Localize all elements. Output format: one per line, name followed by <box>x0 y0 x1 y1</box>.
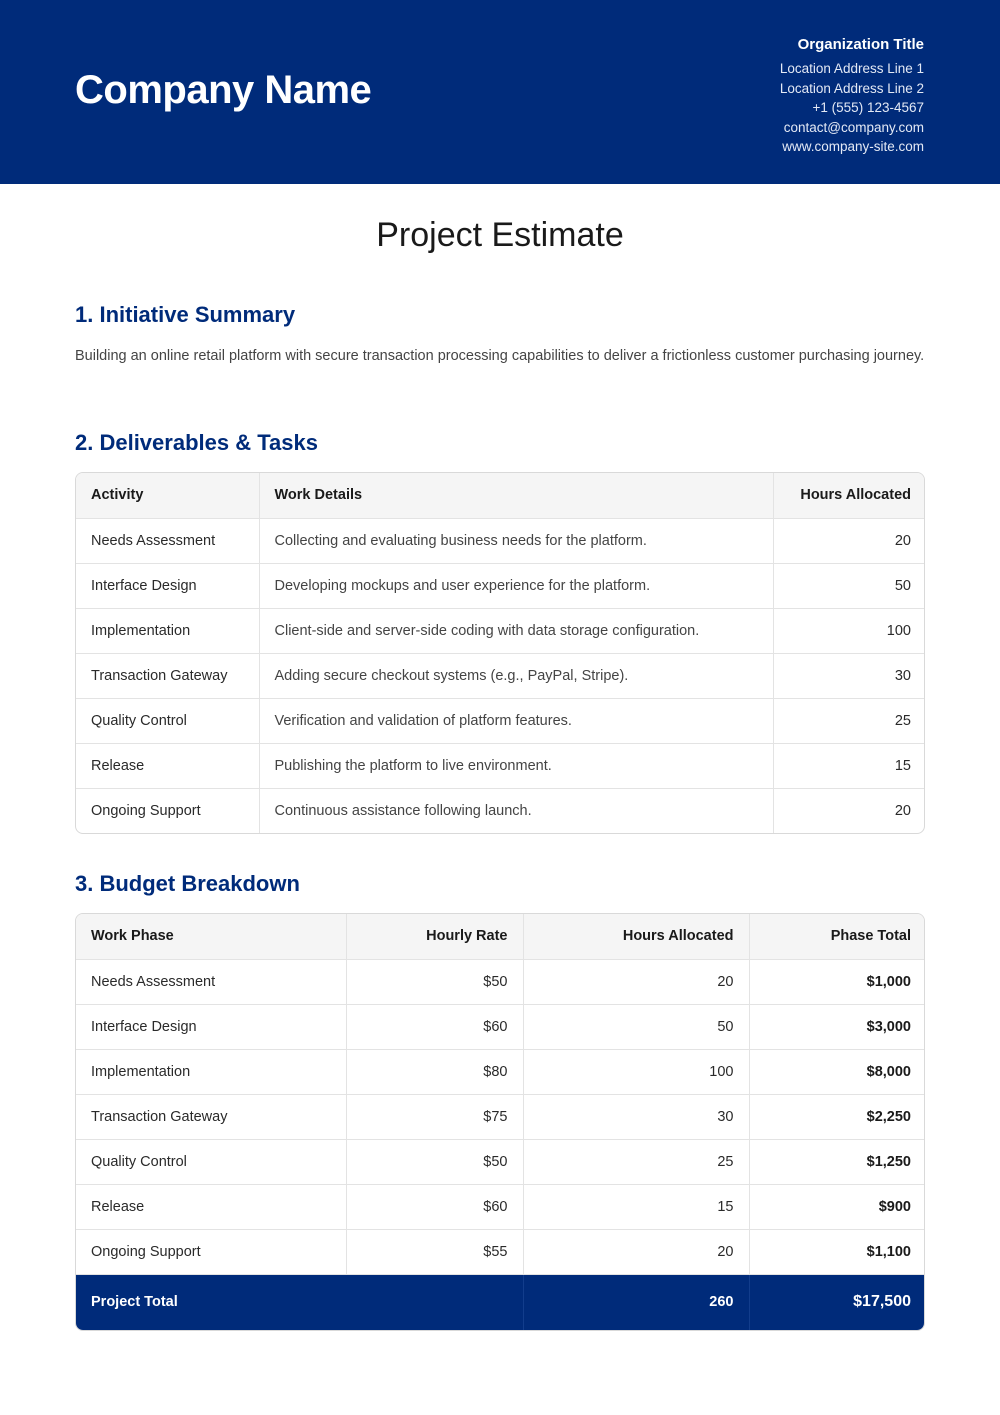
activity-cell: Release <box>76 743 259 788</box>
table-row <box>76 1229 925 1274</box>
hours-cell: 50 <box>523 1004 749 1049</box>
work-details-cell: Publishing the platform to live environment. <box>259 743 773 788</box>
work-details-cell: Developing mockups and user experience for the platform. <box>259 563 773 608</box>
hours-cell: 20 <box>894 802 911 819</box>
letterhead-banner <box>0 0 1000 184</box>
phase-cell: Transaction Gateway <box>76 1094 346 1139</box>
hours-cell: 30 <box>523 1094 749 1139</box>
hours-cell: 30 <box>773 653 925 698</box>
table-row <box>76 959 925 1004</box>
table-row <box>76 1049 925 1094</box>
hours-cell: 20 <box>523 959 749 1004</box>
table-row <box>76 743 925 788</box>
table-row <box>76 608 925 653</box>
hours-cell: 25 <box>773 698 925 743</box>
rate-cell: $50 <box>346 959 523 1004</box>
phase-total-cell: $1,250 <box>749 1139 925 1184</box>
project-total-row <box>76 1274 925 1330</box>
table-header-row <box>76 914 925 959</box>
work-details-cell: Collecting and evaluating business needs for the platform. <box>259 518 773 563</box>
phase-total-cell: $900 <box>749 1184 925 1229</box>
column-header-activity: Activity <box>76 473 259 518</box>
work-details-cell: Adding secure checkout systems (e.g., PayPal, Stripe). <box>259 653 773 698</box>
table-header-row <box>76 473 925 518</box>
column-header-work-details: Work Details <box>259 473 773 518</box>
column-header-hours-allocated: Hours Allocated <box>773 473 925 518</box>
column-header-hours-allocated: Hours Allocated <box>523 914 749 959</box>
phase-total-cell: $1,000 <box>749 959 925 1004</box>
project-total-amount: $17,500 <box>749 1274 925 1330</box>
hours-cell: 100 <box>523 1049 749 1094</box>
table-row <box>76 563 925 608</box>
organization-contact-block <box>780 36 924 157</box>
phone-number: +1 (555) 123-4567 <box>812 100 924 115</box>
summary-text: Building an online retail platform with secure transaction processing capabilities to deliver a frictionless customer purchasing journey. <box>75 348 925 364</box>
budget-heading: 3. Budget Breakdown <box>75 871 300 896</box>
table-row <box>76 788 925 833</box>
activity-cell: Interface Design <box>76 563 259 608</box>
website-url: www.company-site.com <box>782 139 924 154</box>
rate-cell: $50 <box>346 1139 523 1184</box>
phase-total-cell: $3,000 <box>749 1004 925 1049</box>
rate-cell: $80 <box>346 1049 523 1094</box>
hours-cell: 20 <box>523 1229 749 1274</box>
phase-cell: Interface Design <box>76 1004 346 1049</box>
email-address: contact@company.com <box>783 119 924 135</box>
activity-cell: Ongoing Support <box>76 788 259 833</box>
table-row <box>76 653 925 698</box>
phase-cell: Needs Assessment <box>76 959 346 1004</box>
company-name: Company Name <box>75 68 372 112</box>
deliverables-heading: 2. Deliverables & Tasks <box>75 430 318 455</box>
work-details-cell: Client-side and server-side coding with data storage configuration. <box>259 608 773 653</box>
phase-total-cell: $1,100 <box>749 1229 925 1274</box>
rate-cell: $60 <box>346 1184 523 1229</box>
hours-cell: 25 <box>523 1139 749 1184</box>
deliverables-table <box>75 472 925 834</box>
address-line-1: Location Address Line 1 <box>779 61 924 76</box>
hours-cell: 20 <box>773 518 925 563</box>
hours-cell: 15 <box>773 743 925 788</box>
table-row <box>76 1094 925 1139</box>
activity-cell: Quality Control <box>76 698 259 743</box>
table-row <box>76 1139 925 1184</box>
phase-total-cell: $8,000 <box>749 1049 925 1094</box>
phase-cell: Quality Control <box>76 1139 346 1184</box>
phase-cell: Ongoing Support <box>76 1229 346 1274</box>
column-header-work-phase: Work Phase <box>76 914 346 959</box>
phase-cell: Implementation <box>76 1049 346 1094</box>
rate-cell: $55 <box>346 1229 523 1274</box>
budget-table <box>75 913 925 1331</box>
organization-title: Organization Title <box>797 36 924 53</box>
phase-total-cell: $2,250 <box>749 1094 925 1139</box>
column-header-phase-total: Phase Total <box>749 914 925 959</box>
hours-cell: 15 <box>523 1184 749 1229</box>
phase-cell: Release <box>76 1184 346 1229</box>
hours-cell: 50 <box>773 563 925 608</box>
activity-cell: Transaction Gateway <box>76 653 259 698</box>
address-line-2: Location Address Line 2 <box>779 80 924 96</box>
table-row <box>76 1184 925 1229</box>
project-total-label: Project Total <box>76 1274 523 1330</box>
work-details-cell: Continuous assistance following launch. <box>259 788 773 833</box>
rate-cell: $60 <box>346 1004 523 1049</box>
activity-cell: Implementation <box>76 608 259 653</box>
project-total-hours: 260 <box>523 1274 749 1330</box>
summary-heading: 1. Initiative Summary <box>75 302 296 327</box>
document-title: Project Estimate <box>376 216 624 254</box>
hours-cell: 100 <box>773 608 925 653</box>
activity-cell: Needs Assessment <box>76 518 259 563</box>
table-row <box>76 698 925 743</box>
table-row <box>76 1004 925 1049</box>
column-header-hourly-rate: Hourly Rate <box>346 914 523 959</box>
rate-cell: $75 <box>346 1094 523 1139</box>
table-row <box>76 518 925 563</box>
work-details-cell: Verification and validation of platform features. <box>259 698 773 743</box>
